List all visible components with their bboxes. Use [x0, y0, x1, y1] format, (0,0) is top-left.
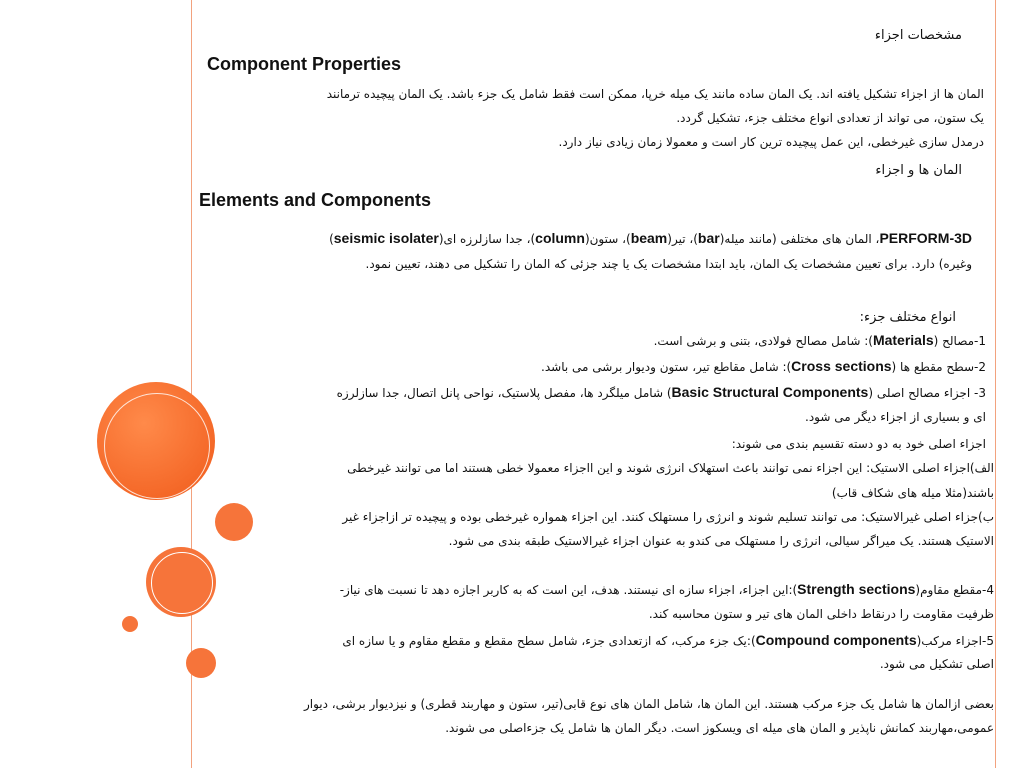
item-2-term: Cross sections	[791, 358, 892, 374]
types-heading: انواع مختلف جزء:	[859, 310, 956, 325]
perform-text-4: )، جدا سازلرزه ای(	[438, 232, 536, 246]
item-4-post: ):این اجزاء، اجزاء سازه ای نیستند. هدف، این است که به کاربر اجازه دهد تا نسبت های نیاز-	[339, 583, 798, 597]
perform-line-1	[182, 226, 972, 251]
perform-line-2: وغیره) دارد. برای تعیین مشخصات یک المان، باید ابتدا مشخصات یک یا چند جزئی که المان را تشکیل می دهند، تعیین نمود.	[365, 257, 972, 271]
right-divider-line	[995, 0, 996, 768]
item-1-pre: 1-مصالح (	[933, 334, 986, 348]
bar-term: bar	[697, 230, 720, 246]
item-4-term: Strength sections	[797, 581, 916, 597]
elastic-line-1: الف)اجزاء اصلی الاستیک: این اجزاء نمی توانند باعث استهلاک انرژی شوند و این ااجزاء معمولا خطی هستند اما می توانند غیرخطی	[347, 461, 994, 475]
heading-elements-fa: المان ها و اجزاء	[875, 163, 962, 178]
item-2-post: ): شامل مقاطع تیر، ستون ودیوار برشی می باشد.	[541, 360, 792, 374]
item-3-line-2: ای و بسیاری از اجزاء دیگر می شود.	[805, 410, 986, 424]
para-elements-3: درمدل سازی غیرخطی، این عمل پیچیده ترین کار است و معمولا زمان زیادی نیاز دارد.	[558, 135, 984, 149]
perform-text-2: )، تیر(	[667, 232, 698, 246]
item-4-pre: 4-مقطع مقاوم(	[915, 583, 994, 597]
seismic-term: seismic isolater	[333, 230, 439, 246]
para-elements-2: یک ستون، می تواند از تعدادی انواع مختلف جزء، تشکیل گردد.	[676, 111, 984, 125]
column-term: column	[535, 230, 585, 246]
final-line-2: عمومی،مهاربند کمانش ناپذیر و المان های میله ای ویسکوز است. دیگر المان ها شامل یک جزءاصلی می شوند.	[445, 721, 994, 735]
beam-term: beam	[630, 230, 668, 246]
item-1	[186, 328, 986, 353]
heading-component-en: Component Properties	[207, 54, 402, 74]
inelastic-line-1: ب)جزاء اصلی غیرالاستیک: می توانند تسلیم شوند و انرژی را مستهلک کنند. این اجزاء همواره غیرخطی بوده و پیچیده تر ازاجزاء غیر	[342, 510, 994, 524]
basic-split: اجزاء اصلی خود به دو دسته تقسیم بندی می شوند:	[731, 437, 986, 451]
item-4	[194, 577, 994, 602]
item-3-term: Basic Structural Components	[671, 384, 869, 400]
item-5-term: Compound components	[755, 632, 917, 648]
item-2	[186, 354, 986, 379]
heading-component-fa: مشخصات اجزاء	[874, 28, 962, 43]
item-3-post: ) شامل میلگرد ها، مفصل پلاستیک، نواحی پانل اتصال، جدا سازلرزه	[336, 386, 672, 400]
perform-text-3: )، ستون(	[584, 232, 631, 246]
item-5-post: ):یک جزء مرکب، که ازتعدادی جزء، شامل سطح مقطع و مقطع مقاوم و یا سازه ای	[342, 634, 756, 648]
item-2-pre: 2-سطح مقطع ها (	[891, 360, 986, 374]
item-4-line-2: ظرفیت مقاومت را درنقاط داخلی المان های تیر و ستون محاسبه کند.	[648, 607, 994, 621]
perform-text-5: )	[329, 232, 334, 246]
item-1-term: Materials	[872, 332, 934, 348]
item-5	[194, 628, 994, 653]
item-5-line-2: اصلی تشکیل می شود.	[879, 657, 994, 671]
final-line-1: بعضی ازالمان ها شامل یک جزء مرکب هستند. این المان ها، شامل المان های نوع قابی(تیر، ستون و مهاربند قطری) و نیزدیوار برشی، دیوار	[303, 697, 994, 711]
para-elements-1: المان ها از اجزاء تشکیل یافته اند. یک المان ساده مانند یک میله خرپا، ممکن است فقط شامل یک جزء باشد. یک المان پیچیده ترمانند	[326, 87, 984, 101]
elastic-line-2: باشند(مثلا میله های شکاف قاب)	[831, 486, 994, 500]
item-5-pre: 5-اجزاء مرکب(	[916, 634, 994, 648]
decorative-circle-tiny	[122, 616, 138, 632]
perform-label: PERFORM-3D	[879, 230, 972, 246]
inelastic-line-2: الاستیک هستند. یک میراگر سیالی، انرژی را مستهلک می کندو به عنوان اجزاء غیرالاستیک طبقه بندی می شود.	[448, 534, 994, 548]
item-1-post: ): شامل مصالح فولادی، بتنی و برشی است.	[653, 334, 873, 348]
heading-elements-en: Elements and Components	[199, 190, 432, 210]
perform-text-1: ، المان های مختلفی (مانند میله(	[719, 232, 880, 246]
item-3	[186, 380, 986, 405]
item-3-pre: 3- اجزاء مصالح اصلی (	[868, 386, 986, 400]
